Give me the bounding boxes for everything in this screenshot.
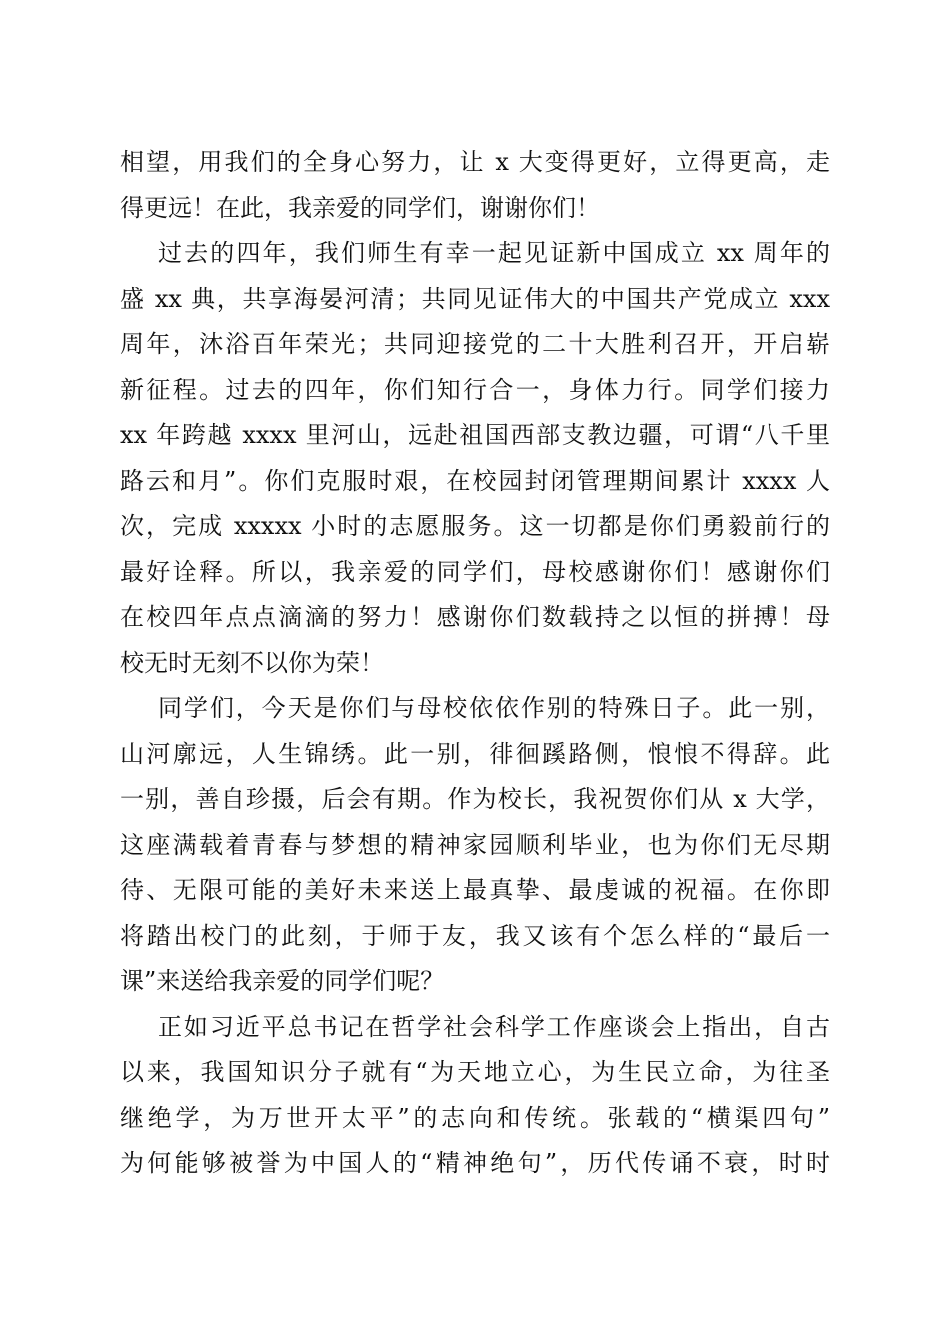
text-line: 相望，用我们的全身心努力，让 x 大变得更好，立得更高，走	[120, 148, 830, 176]
paragraph	[120, 686, 830, 1005]
text-line: 正如习近平总书记在哲学社会科学工作座谈会上指出，自古	[158, 1012, 830, 1041]
text-line: 同学们，今天是你们与母校依依作别的特殊日子。此一别，	[158, 694, 830, 722]
text-line: 在校四年点点滴滴的努力！感谢你们数载持之以恒的拼搏！母	[120, 603, 830, 631]
text-line: 过去的四年，我们师生有幸一起见证新中国成立 xx 周年的	[158, 239, 830, 267]
text-line: 路云和月”。你们克服时艰，在校园封闭管理期间累计 xxxx 人	[120, 466, 830, 495]
text-line: 将踏出校门的此刻，于师于友，我又该有个怎么样的“最后一	[120, 921, 830, 950]
paragraph	[120, 140, 830, 231]
text-line: 最好诠释。所以，我亲爱的同学们，母校感谢你们！感谢你们	[120, 557, 830, 586]
text-line: 得更远！在此，我亲爱的同学们，谢谢你们！	[120, 193, 600, 222]
text-line: 周年，沐浴百年荣光；共同迎接党的二十大胜利召开，开启崭	[120, 330, 830, 358]
text-line: 山河廓远，人生锦绣。此一别，徘徊蹊路侧，悢悢不得辞。此	[120, 739, 830, 768]
document-body	[120, 140, 830, 1187]
text-line: 课”来送给我亲爱的同学们呢？	[120, 967, 445, 995]
text-line: 继绝学，为万世开太平”的志向和传统。张载的“横渠四句”	[120, 1103, 830, 1132]
paragraph	[120, 1005, 830, 1187]
text-line: xx 年跨越 xxxx 里河山，远赴祖国西部支教边疆，可谓“八千里	[120, 421, 830, 449]
text-line: 一别，善自珍摄，后会有期。作为校长，我祝贺你们从 x 大学，	[120, 785, 830, 813]
text-line: 次，完成 xxxxx 小时的志愿服务。这一切都是你们勇毅前行的	[120, 512, 830, 540]
text-line: 这座满载着青春与梦想的精神家园顺利毕业，也为你们无尽期	[120, 830, 830, 859]
text-line: 待、无限可能的美好未来送上最真挚、最虔诚的祝福。在你即	[120, 876, 830, 904]
paragraph	[120, 231, 830, 686]
text-line: 校无时无刻不以你为荣！	[120, 648, 384, 677]
text-line: 为何能够被誉为中国人的“精神绝句”，历代传诵不衰，时时	[120, 1149, 830, 1177]
text-line: 新征程。过去的四年，你们知行合一，身体力行。同学们接力	[120, 375, 830, 404]
text-line: 以来，我国知识分子就有“为天地立心，为生民立命，为往圣	[120, 1058, 830, 1086]
text-line: 盛 xx 典，共享海晏河清；共同见证伟大的中国共产党成立 xxx	[120, 284, 830, 313]
